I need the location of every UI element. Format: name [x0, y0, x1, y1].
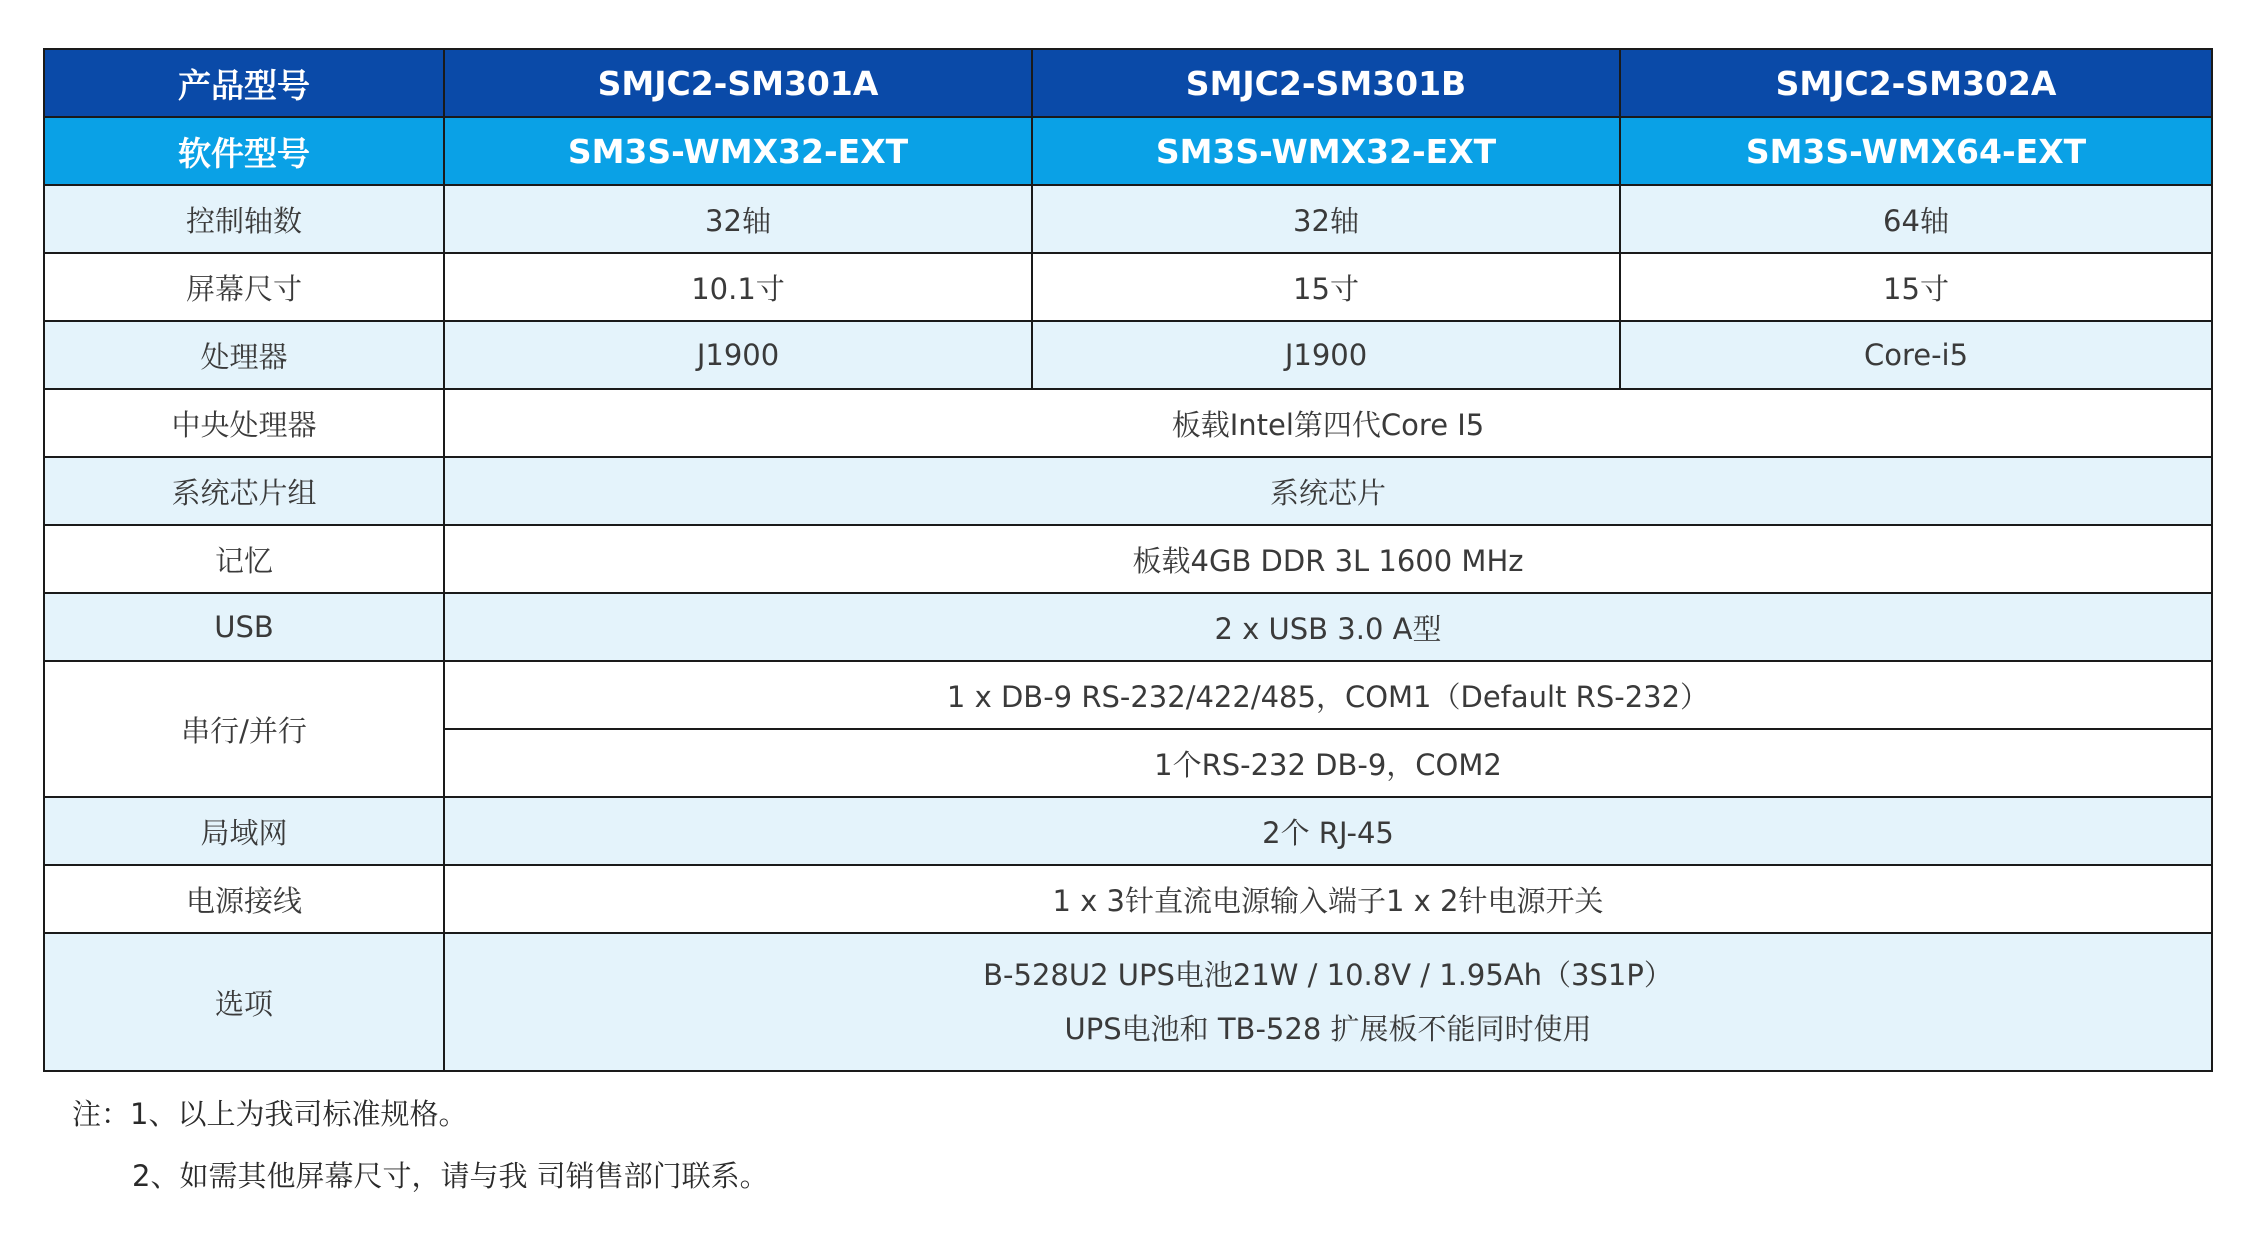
- table-cell: 1 x 3针直流电源输入端子1 x 2针电源开关: [444, 865, 2212, 933]
- row-label: 系统芯片组: [44, 457, 444, 525]
- option-line: B-528U2 UPS电池21W / 10.8V / 1.95Ah（3S1P）: [983, 958, 1673, 992]
- table-row: [44, 253, 2212, 321]
- table-cell: Core-i5: [1620, 321, 2212, 389]
- table-row: [44, 661, 2212, 729]
- row-label: 串行/并行: [44, 661, 444, 797]
- table-row: [44, 525, 2212, 593]
- table-cell: 2 x USB 3.0 A型: [444, 593, 2212, 661]
- software-model-label: 软件型号: [44, 117, 444, 185]
- table-cell: 2个 RJ-45: [444, 797, 2212, 865]
- table-row: [44, 865, 2212, 933]
- product-model-1: SMJC2-SM301A: [444, 49, 1032, 117]
- footnote-2: 2、如需其他屏幕尺寸，请与我 司销售部门联系。: [132, 1159, 769, 1193]
- table-cell: 15寸: [1032, 253, 1620, 321]
- software-model-1: SM3S-WMX32-EXT: [444, 117, 1032, 185]
- table-row: [44, 185, 2212, 253]
- table-cell: 15寸: [1620, 253, 2212, 321]
- table-cell: J1900: [444, 321, 1032, 389]
- table-cell: 32轴: [1032, 185, 1620, 253]
- software-model-3: SM3S-WMX64-EXT: [1620, 117, 2212, 185]
- software-model-row: [44, 117, 2212, 185]
- row-label: 屏幕尺寸: [44, 253, 444, 321]
- footnote-1: 注：1、以上为我司标准规格。: [72, 1097, 468, 1131]
- row-label: 中央处理器: [44, 389, 444, 457]
- table-cell: 系统芯片: [444, 457, 2212, 525]
- row-label: 控制轴数: [44, 185, 444, 253]
- table-cell: 1 x DB-9 RS-232/422/485，COM1（Default RS-232）: [444, 661, 2212, 729]
- table-cell: 1个RS-232 DB-9，COM2: [444, 729, 2212, 797]
- product-model-3: SMJC2-SM302A: [1620, 49, 2212, 117]
- table-row: [44, 797, 2212, 865]
- option-line: UPS电池和 TB-528 扩展板不能同时使用: [1064, 1012, 1592, 1046]
- row-label: 记忆: [44, 525, 444, 593]
- table-cell: 10.1寸: [444, 253, 1032, 321]
- table-row: [44, 389, 2212, 457]
- table-cell: 64轴: [1620, 185, 2212, 253]
- product-model-2: SMJC2-SM301B: [1032, 49, 1620, 117]
- software-model-2: SM3S-WMX32-EXT: [1032, 117, 1620, 185]
- product-model-label: 产品型号: [44, 49, 444, 117]
- table-cell: 板载4GB DDR 3L 1600 MHz: [444, 525, 2212, 593]
- product-model-row: [44, 49, 2212, 117]
- options-cell: [444, 933, 2212, 1071]
- spec-table: [43, 48, 2213, 1072]
- table-row: [44, 933, 2212, 1071]
- row-label: 选项: [44, 933, 444, 1071]
- row-label: USB: [44, 593, 444, 661]
- footnotes: [72, 1092, 769, 1216]
- table-cell: J1900: [1032, 321, 1620, 389]
- table-cell: 板载Intel第四代Core I5: [444, 389, 2212, 457]
- table-row: [44, 593, 2212, 661]
- table-row: [44, 457, 2212, 525]
- row-label: 处理器: [44, 321, 444, 389]
- row-label: 局域网: [44, 797, 444, 865]
- table-row: [44, 321, 2212, 389]
- table-cell: 32轴: [444, 185, 1032, 253]
- row-label: 电源接线: [44, 865, 444, 933]
